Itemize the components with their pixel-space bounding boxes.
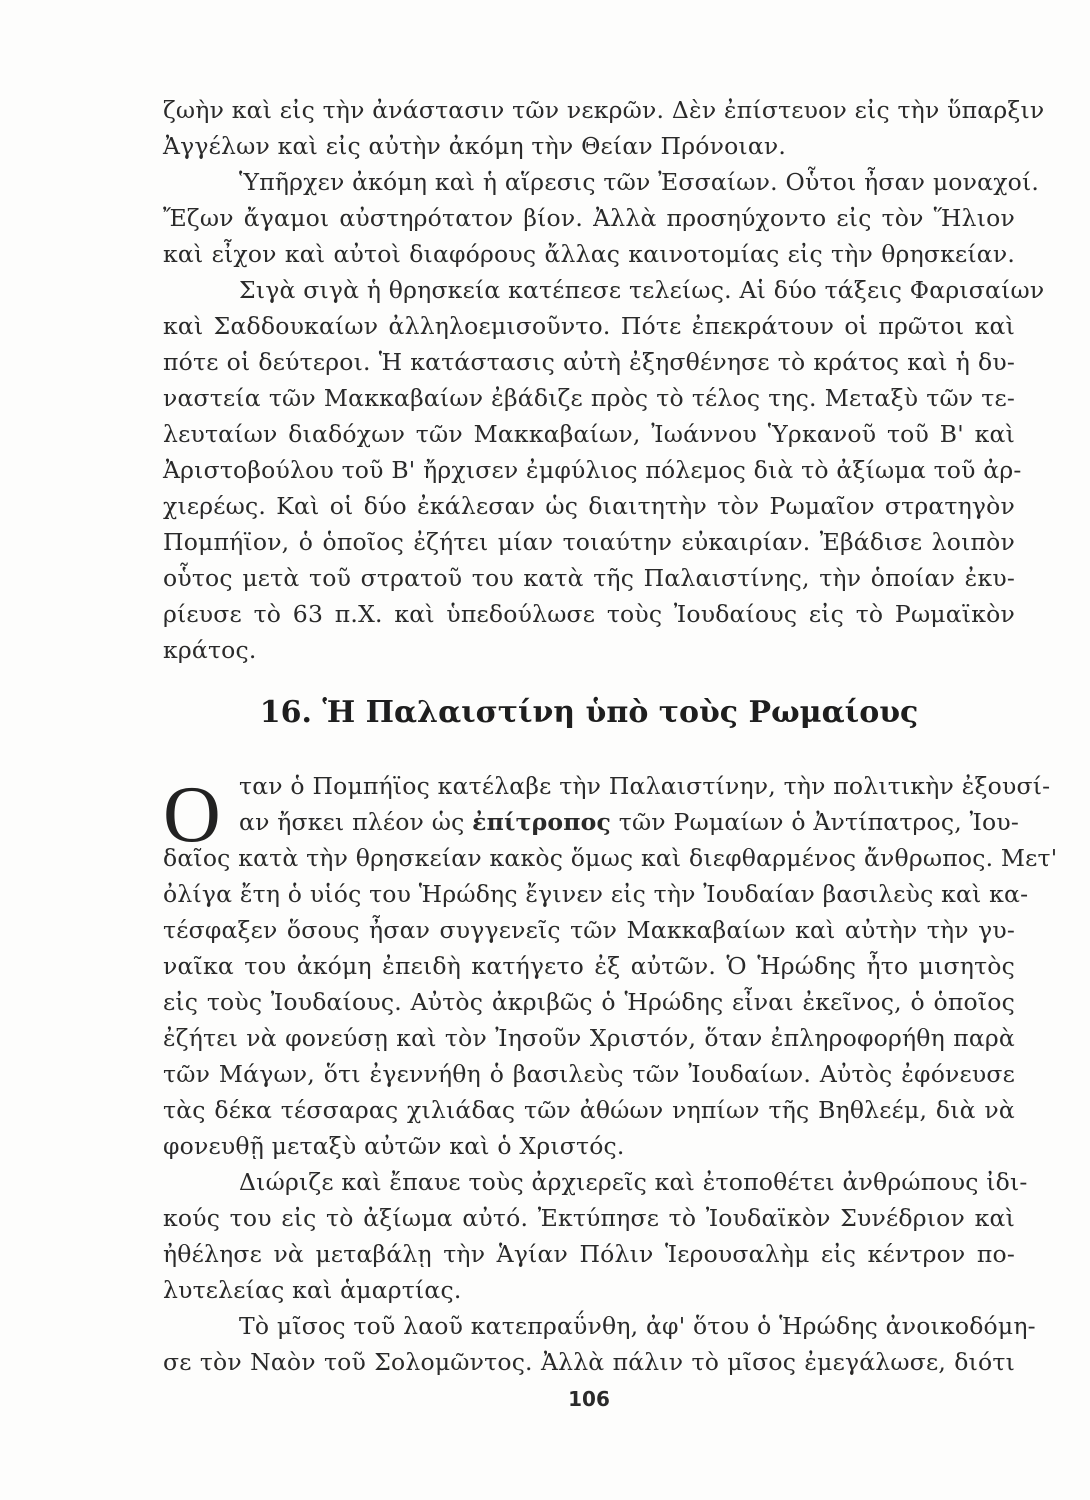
text-line: καὶ εἶχον καὶ αὐτοὶ διαφόρους ἄλλας καινοτομίας εἰς τὴν θρησκείαν.	[163, 240, 1015, 268]
text-line: σε τὸν Ναὸν τοῦ Σολομῶντος. Ἀλλὰ πάλιν τὸ μῖσος ἐμεγάλωσε, διότι	[163, 1348, 1015, 1376]
text-line: ὀλίγα ἔτη ὁ υἱός του Ἡρώδης ἔγινεν εἰς τὴν Ἰουδαίαν βασιλεὺς καὶ κα-	[163, 880, 1029, 908]
text-span: τῶν Ρωμαίων ὁ Ἀντίπατρος, Ἰου-	[611, 808, 1020, 836]
text-line: φονευθῇ μεταξὺ αὐτῶν καὶ ὁ Χριστός.	[163, 1132, 625, 1160]
text-line: οὗτος μετὰ τοῦ στρατοῦ του κατὰ τῆς Παλαιστίνης, τὴν ὁποίαν ἐκυ-	[163, 564, 1015, 592]
text-line: ταν ὁ Πομπήϊος κατέλαβε τὴν Παλαιστίνην, τὴν πολιτικὴν ἐξουσί-	[239, 772, 1051, 800]
text-line: καὶ Σαδδουκαίων ἀλληλοεμισοῦντο. Πότε ἐπεκράτουν οἱ πρῶτοι καὶ	[163, 312, 1015, 340]
text-line: ρίευσε τὸ 63 π.Χ. καὶ ὑπεδούλωσε τοὺς Ἰουδαίους εἰς τὸ Ρωμαϊκὸν	[163, 600, 1015, 628]
text-line: Πομπήϊον, ὁ ὁποῖος ἐζήτει μίαν τοιαύτην εὐκαιρίαν. Ἐβάδισε λοιπὸν	[163, 528, 1015, 556]
text-line: λυτελείας καὶ ἁμαρτίας.	[163, 1276, 462, 1304]
text-line: κράτος.	[163, 636, 257, 664]
page-number: 106	[568, 1387, 610, 1411]
text-line: λευταίων διαδόχων τῶν Μακκαβαίων, Ἰωάννου Ὑρκανοῦ τοῦ Β' καὶ	[163, 420, 1015, 448]
text-line: χιερέως. Καὶ οἱ δύο ἐκάλεσαν ὡς διαιτητὴν τὸν Ρωμαῖον στρατηγὸν	[163, 492, 1015, 520]
text-line	[163, 804, 1020, 840]
text-line: Ἔζων ἄγαμοι αὐστηρότατον βίον. Ἀλλὰ προσηύχοντο εἰς τὸν Ἥλιον	[163, 204, 1015, 232]
drop-cap: Ο	[163, 771, 221, 859]
text-line: Τὸ μῖσος τοῦ λαοῦ κατεπραΰνθη, ἀφ' ὅτου ὁ Ἡρώδης ἀνοικοδόμη-	[239, 1312, 1036, 1340]
text-line: πότε οἱ δεύτεροι. Ἡ κατάστασις αὐτὴ ἐξησθένησε τὸ κράτος καὶ ἡ δυ-	[163, 348, 1015, 376]
text-line: Σιγὰ σιγὰ ἡ θρησκεία κατέπεσε τελείως. Αἱ δύο τάξεις Φαρισαίων	[239, 276, 1045, 304]
text-line: τῶν Μάγων, ὅτι ἐγεννήθη ὁ βασιλεὺς τῶν Ἰουδαίων. Αὐτὸς ἐφόνευσε	[163, 1060, 1015, 1088]
section-heading: 16. Ἡ Παλαιστίνη ὑπὸ τοὺς Ρωμαίους	[259, 695, 919, 730]
text-line: τὰς δέκα τέσσαρας χιλιάδας τῶν ἀθώων νηπίων τῆς Βηθλεέμ, διὰ νὰ	[163, 1096, 1015, 1124]
text-line: ἐζήτει νὰ φονεύσῃ καὶ τὸν Ἰησοῦν Χριστόν, ὅταν ἐπληροφορήθη παρὰ	[163, 1024, 1015, 1052]
text-line: κούς του εἰς τὸ ἀξίωμα αὐτό. Ἐκτύπησε τὸ Ἰουδαϊκὸν Συνέδριον καὶ	[163, 1204, 1015, 1232]
text-line: ζωὴν καὶ εἰς τὴν ἀνάστασιν τῶν νεκρῶν. Δὲν ἐπίστευον εἰς τὴν ὕπαρξιν	[163, 96, 1045, 124]
text-line: ναστεία τῶν Μακκαβαίων ἐβάδιζε πρὸς τὸ τέλος της. Μεταξὺ τῶν τε-	[163, 384, 1015, 412]
bold-term: ἐπίτροπος	[472, 808, 612, 836]
text-line: δαῖος κατὰ τὴν θρησκείαν κακὸς ὅμως καὶ διεφθαρμένος ἄνθρωπος. Μετ'	[163, 844, 1058, 872]
text-line: Ἀριστοβούλου τοῦ Β' ἤρχισεν ἐμφύλιος πόλεμος διὰ τὸ ἀξίωμα τοῦ ἀρ-	[163, 456, 1022, 484]
text-line: Ἀγγέλων καὶ εἰς αὐτὴν ἀκόμη τὴν Θείαν Πρόνοιαν.	[163, 132, 787, 160]
text-line: Ὑπῆρχεν ἀκόμη καὶ ἡ αἵρεσις τῶν Ἐσσαίων. Οὗτοι ἦσαν μοναχοί.	[239, 168, 1040, 196]
text-line: εἰς τοὺς Ἰουδαίους. Αὐτὸς ἀκριβῶς ὁ Ἡρώδης εἶναι ἐκεῖνος, ὁ ὁποῖος	[163, 988, 1015, 1016]
text-line: ναῖκα του ἀκόμη ἐπειδὴ κατήγετο ἐξ αὐτῶν. Ὁ Ἡρώδης ἦτο μισητὸς	[163, 952, 1015, 980]
text-span: αν ἤσκει πλέον ὡς	[239, 808, 473, 836]
text-line: τέσφαξεν ὅσους ἦσαν συγγενεῖς τῶν Μακκαβαίων καὶ αὐτὴν τὴν γυ-	[163, 916, 1015, 944]
text-line: ἠθέλησε νὰ μεταβάλῃ τὴν Ἁγίαν Πόλιν Ἱερουσαλὴμ εἰς κέντρον πο-	[163, 1240, 1015, 1268]
text-line: Διώριζε καὶ ἔπαυε τοὺς ἀρχιερεῖς καὶ ἐτοποθέτει ἀνθρώπους ἰδι-	[239, 1168, 1028, 1196]
